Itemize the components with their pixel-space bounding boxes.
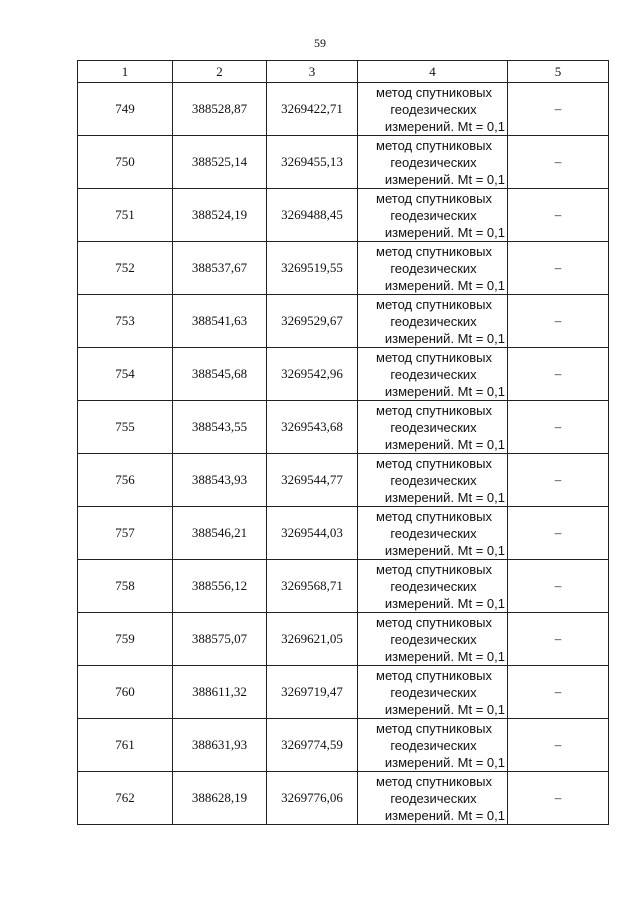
method-line-3: измерений. Mt = 0,1 — [384, 118, 505, 134]
y-coordinate-cell: 3269568,71 — [267, 560, 358, 613]
method-cell — [358, 242, 508, 295]
method-line-1: метод спутниковых — [376, 296, 492, 312]
table-row — [78, 613, 609, 666]
x-coordinate-cell: 388528,87 — [173, 83, 267, 136]
method-line-1: метод спутниковых — [376, 720, 492, 736]
method-line-3: измерений. Mt = 0,1 — [384, 701, 505, 717]
y-coordinate-cell: 3269719,47 — [267, 666, 358, 719]
note-cell: – — [508, 772, 609, 825]
method-line-3: измерений. Mt = 0,1 — [384, 489, 505, 505]
method-line-2: геодезических — [390, 525, 477, 541]
method-line-1: метод спутниковых — [376, 667, 492, 683]
method-line-3: измерений. Mt = 0,1 — [384, 595, 505, 611]
note-cell: – — [508, 242, 609, 295]
x-coordinate-cell: 388537,67 — [173, 242, 267, 295]
method-line-1: метод спутниковых — [376, 455, 492, 471]
table-row — [78, 454, 609, 507]
method-cell — [358, 666, 508, 719]
note-cell: – — [508, 295, 609, 348]
y-coordinate-cell: 3269544,03 — [267, 507, 358, 560]
x-coordinate-cell: 388631,93 — [173, 719, 267, 772]
method-line-2: геодезических — [390, 101, 477, 117]
x-coordinate-cell: 388541,63 — [173, 295, 267, 348]
method-line-1: метод спутниковых — [376, 190, 492, 206]
point-number-cell: 762 — [78, 772, 173, 825]
y-coordinate-cell: 3269519,55 — [267, 242, 358, 295]
table-header — [78, 61, 609, 83]
table-row — [78, 189, 609, 242]
method-line-3: измерений. Mt = 0,1 — [384, 171, 505, 187]
x-coordinate-cell: 388556,12 — [173, 560, 267, 613]
x-coordinate-cell: 388525,14 — [173, 136, 267, 189]
method-line-2: геодезических — [390, 366, 477, 382]
y-coordinate-cell: 3269542,96 — [267, 348, 358, 401]
method-line-1: метод спутниковых — [376, 773, 492, 789]
point-number-cell: 759 — [78, 613, 173, 666]
header-col-5: 5 — [508, 61, 609, 83]
table-row — [78, 83, 609, 136]
method-cell — [358, 136, 508, 189]
point-number-cell: 760 — [78, 666, 173, 719]
table-row — [78, 772, 609, 825]
method-line-2: геодезических — [390, 154, 477, 170]
y-coordinate-cell: 3269488,45 — [267, 189, 358, 242]
point-number-cell: 753 — [78, 295, 173, 348]
table-row — [78, 507, 609, 560]
method-line-2: геодезических — [390, 578, 477, 594]
table-row — [78, 295, 609, 348]
method-line-1: метод спутниковых — [376, 402, 492, 418]
x-coordinate-cell: 388545,68 — [173, 348, 267, 401]
method-line-3: измерений. Mt = 0,1 — [384, 807, 505, 823]
x-coordinate-cell: 388543,55 — [173, 401, 267, 454]
table-row — [78, 560, 609, 613]
point-number-cell: 749 — [78, 83, 173, 136]
point-number-cell: 757 — [78, 507, 173, 560]
point-number-cell: 755 — [78, 401, 173, 454]
table-row — [78, 401, 609, 454]
point-number-cell: 750 — [78, 136, 173, 189]
method-line-2: геодезических — [390, 419, 477, 435]
point-number-cell: 752 — [78, 242, 173, 295]
note-cell: – — [508, 719, 609, 772]
point-number-cell: 754 — [78, 348, 173, 401]
method-line-2: геодезических — [390, 684, 477, 700]
note-cell: – — [508, 666, 609, 719]
method-line-3: измерений. Mt = 0,1 — [384, 648, 505, 664]
note-cell: – — [508, 83, 609, 136]
note-cell: – — [508, 401, 609, 454]
page-number: 59 — [314, 36, 326, 50]
y-coordinate-cell: 3269422,71 — [267, 83, 358, 136]
y-coordinate-cell: 3269544,77 — [267, 454, 358, 507]
header-col-4: 4 — [358, 61, 508, 83]
method-cell — [358, 401, 508, 454]
note-cell: – — [508, 507, 609, 560]
method-line-1: метод спутниковых — [376, 614, 492, 630]
table-row — [78, 242, 609, 295]
method-line-2: геодезических — [390, 631, 477, 647]
method-cell — [358, 454, 508, 507]
table-row — [78, 136, 609, 189]
method-cell — [358, 613, 508, 666]
y-coordinate-cell: 3269621,05 — [267, 613, 358, 666]
x-coordinate-cell: 388611,32 — [173, 666, 267, 719]
method-line-2: геодезических — [390, 790, 477, 806]
note-cell: – — [508, 348, 609, 401]
method-line-1: метод спутниковых — [376, 84, 492, 100]
method-cell — [358, 348, 508, 401]
header-row — [78, 61, 609, 83]
point-number-cell: 761 — [78, 719, 173, 772]
y-coordinate-cell: 3269543,68 — [267, 401, 358, 454]
method-line-1: метод спутниковых — [376, 243, 492, 259]
y-coordinate-cell: 3269774,59 — [267, 719, 358, 772]
coordinates-table — [77, 60, 609, 825]
method-cell — [358, 83, 508, 136]
x-coordinate-cell: 388628,19 — [173, 772, 267, 825]
x-coordinate-cell: 388546,21 — [173, 507, 267, 560]
x-coordinate-cell: 388543,93 — [173, 454, 267, 507]
method-line-2: геодезических — [390, 313, 477, 329]
method-cell — [358, 507, 508, 560]
method-line-3: измерений. Mt = 0,1 — [384, 542, 505, 558]
y-coordinate-cell: 3269776,06 — [267, 772, 358, 825]
x-coordinate-cell: 388575,07 — [173, 613, 267, 666]
point-number-cell: 758 — [78, 560, 173, 613]
y-coordinate-cell: 3269529,67 — [267, 295, 358, 348]
header-col-1: 1 — [78, 61, 173, 83]
method-cell — [358, 719, 508, 772]
header-col-2: 2 — [173, 61, 267, 83]
method-line-1: метод спутниковых — [376, 561, 492, 577]
table-body — [78, 83, 609, 825]
method-line-1: метод спутниковых — [376, 349, 492, 365]
table-row — [78, 666, 609, 719]
method-cell — [358, 295, 508, 348]
note-cell: – — [508, 613, 609, 666]
method-line-3: измерений. Mt = 0,1 — [384, 383, 505, 399]
method-cell — [358, 772, 508, 825]
method-cell — [358, 560, 508, 613]
note-cell: – — [508, 136, 609, 189]
method-line-3: измерений. Mt = 0,1 — [384, 754, 505, 770]
method-line-2: геодезических — [390, 207, 477, 223]
method-line-3: измерений. Mt = 0,1 — [384, 436, 505, 452]
point-number-cell: 756 — [78, 454, 173, 507]
note-cell: – — [508, 560, 609, 613]
method-line-2: геодезических — [390, 472, 477, 488]
y-coordinate-cell: 3269455,13 — [267, 136, 358, 189]
method-line-3: измерений. Mt = 0,1 — [384, 277, 505, 293]
x-coordinate-cell: 388524,19 — [173, 189, 267, 242]
note-cell: – — [508, 189, 609, 242]
method-line-3: измерений. Mt = 0,1 — [384, 224, 505, 240]
method-line-1: метод спутниковых — [376, 508, 492, 524]
table-row — [78, 348, 609, 401]
method-line-2: геодезических — [390, 260, 477, 276]
method-line-2: геодезических — [390, 737, 477, 753]
point-number-cell: 751 — [78, 189, 173, 242]
header-col-3: 3 — [267, 61, 358, 83]
note-cell: – — [508, 454, 609, 507]
method-cell — [358, 189, 508, 242]
method-line-3: измерений. Mt = 0,1 — [384, 330, 505, 346]
method-line-1: метод спутниковых — [376, 137, 492, 153]
table-row — [78, 719, 609, 772]
